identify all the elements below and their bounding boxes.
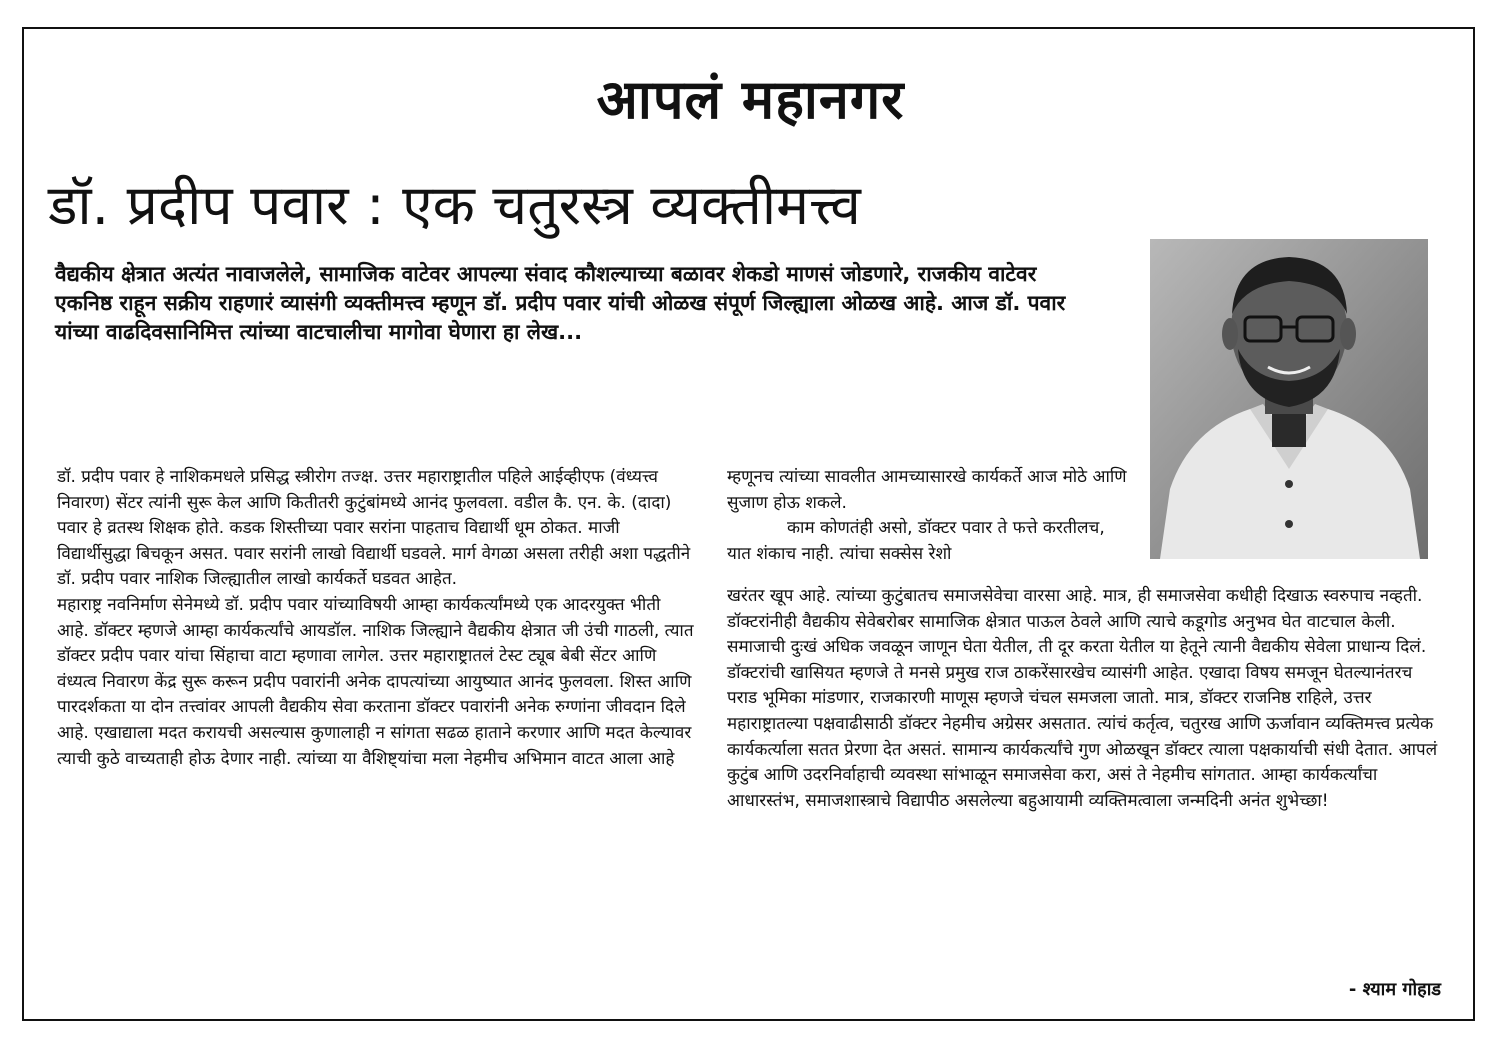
author-byline: - श्याम गोहाड: [1348, 979, 1441, 1000]
paragraph: खरंतर खूप आहे. त्यांच्या कुटुंबातच समाजसेवेचा वारसा आहे. मात्र, ही समाजसेवा कधीही दिखाऊ स्वरुपाच नव्हती. डॉक्टरांनीही वैद्यकीय सेवेबरोबर सामाजिक क्षेत्रात पाऊल ठेवले आणि त्याचे कडूगोड अनुभव घेत वाटचाल केली. समाजाची दुःखं अधिक जवळून जाणून घेता येतील, ती दूर करता येतील या हेतूने त्यानी वैद्यकीय सेवेला प्राधान्य दिलं. डॉक्टरांची खासियत म्हणजे ते मनसे प्रमुख राज ठाकरेंसारखेच व्यासंगी आहेत. एखादा विषय समजून घेतल्यानंतरच पराड भूमिका मांडणार, राजकारणी माणूस म्हणजे चंचल समजला जातो. मात्र, डॉक्टर राजनिष्ठ राहिले, उत्तर महाराष्ट्रातल्या पक्षवाढीसाठी डॉक्टर नेहमीच अग्रेसर असतात. त्यांचं कर्तृत्व, चतुरख आणि ऊर्जावान व्यक्तिमत्त्व प्रत्येक कार्यकर्त्याला सतत प्रेरणा देत असतं. सामान्य कार्यकर्त्यांचे गुण ओळखून डॉक्टर त्याला पक्षकार्याची संधी देतात. आपलं कुटुंब आणि उदरनिर्वाहाची व्यवस्था सांभाळून समाजसेवा करा, असं ते नेहमीच सांगतात. आम्हा कार्यकर्त्यांचा आधारस्तंभ, समाजशास्त्राचे विद्यापीठ असलेल्या बहुआयामी व्यक्तिमत्वाला जन्मदिनी अनंत शुभेच्छा!: [727, 586, 1438, 811]
portrait-illustration: [1150, 239, 1428, 559]
paragraph: डॉ. प्रदीप पवार हे नाशिकमधले प्रसिद्ध स्त्रीरोग तज्क्ष. उत्तर महाराष्ट्रातील पहिले आईव्हीएफ (वंध्यत्त्व निवारण) सेंटर त्यांनी सुरू केल आणि कितीतरी कुटुंबांमध्ये आनंद फुलवला. वडील कै. एन. के. (दादा) पवार हे व्रतस्थ शिक्षक होते. कडक शिस्तीच्या पवार सरांना पाहताच विद्यार्थी धूम ठोकत. माजी विद्यार्थीसुद्धा बिचकून असत. पवार सरांनी लाखो विद्यार्थी घडवले. मार्ग वेगळा असला तरीही अशा पद्धतीने डॉ. प्रदीप पवार नाशिक जिल्ह्यातील लाखो कार्यकर्ते घडवत आहेत.: [57, 467, 691, 590]
paragraph: महाराष्ट्र नवनिर्माण सेनेमध्ये डॉ. प्रदीप पवार यांच्याविषयी आम्हा कार्यकर्त्यांमध्ये एक आदरयुक्त भीती आहे. डॉक्टर म्हणजे आम्हा कार्यकर्त्यांचे आयडॉल. नाशिक जिल्ह्याने वैद्यकीय क्षेत्रात जी उंची गाठली, त्यात डॉक्टर प्रदीप पवार यांचा सिंहाचा वाटा म्हणावा लागेल. उत्तर महाराष्ट्रातलं टेस्ट ट्यूब बेबी सेंटर आणि वंध्यत्व निवारण केंद्र सुरू करून प्रदीप पवारांनी अनेक दापत्यांच्या आयुष्यात आनंद फुलवला. शिस्त आणि पारदर्शकता या दोन तत्त्वांवर आपली वैद्यकीय सेवा करताना डॉक्टर पवारांनी अनेक रुग्णांना जीवदान दिले आहे. एखाद्याला मदत करायची असल्यास कुणालाही न सांगता सढळ हाताने करणार आणि मदत केल्यावर त्याची कुठे वाच्यताही होऊ देणार नाही. त्यांच्या या वैशिष्ट्यांचा मला नेहमीच अभिमान वाटत आला आहे: [57, 594, 694, 769]
article-intro: वैद्यकीय क्षेत्रात अत्यंत नावाजलेले, सामाजिक वाटेवर आपल्या संवाद कौशल्याच्या बळावर शेकडो माणसं जोडणारे, राजकीय वाटेवर एकनिष्ठ राहून सक्रीय राहणारं व्यासंगी व्यक्तीमत्त्व म्हणून डॉ. प्रदीप पवार यांची ओळख संपूर्ण जिल्ह्याला ओळख आहे. आज डॉ. पवार यांच्या वाढदिवसानिमित्त त्यांच्या वाटचालीचा मागोवा घेणारा हा लेख...: [55, 262, 1066, 344]
article-headline: डॉ. प्रदीप पवार : एक चतुरस्त्र व्यक्तीमत्त्व: [48, 173, 861, 237]
article-column-left: [57, 465, 697, 772]
article-column-right-top: [727, 465, 1127, 567]
paragraph: काम कोणतंही असो, डॉक्टर पवार ते फत्ते करतीलच, यात शंकाच नाही. त्यांचा सक्सेस रेशो: [727, 518, 1105, 564]
newspaper-masthead: आपलं महानगर: [596, 68, 905, 131]
article-column-right-bottom: [727, 584, 1442, 814]
paragraph: म्हणूनच त्यांच्या सावलीत आमच्यासारखे कार्यकर्ते आज मोठे आणि सुजाण होऊ शकले.: [727, 467, 1127, 513]
portrait-photo: [1150, 239, 1428, 559]
